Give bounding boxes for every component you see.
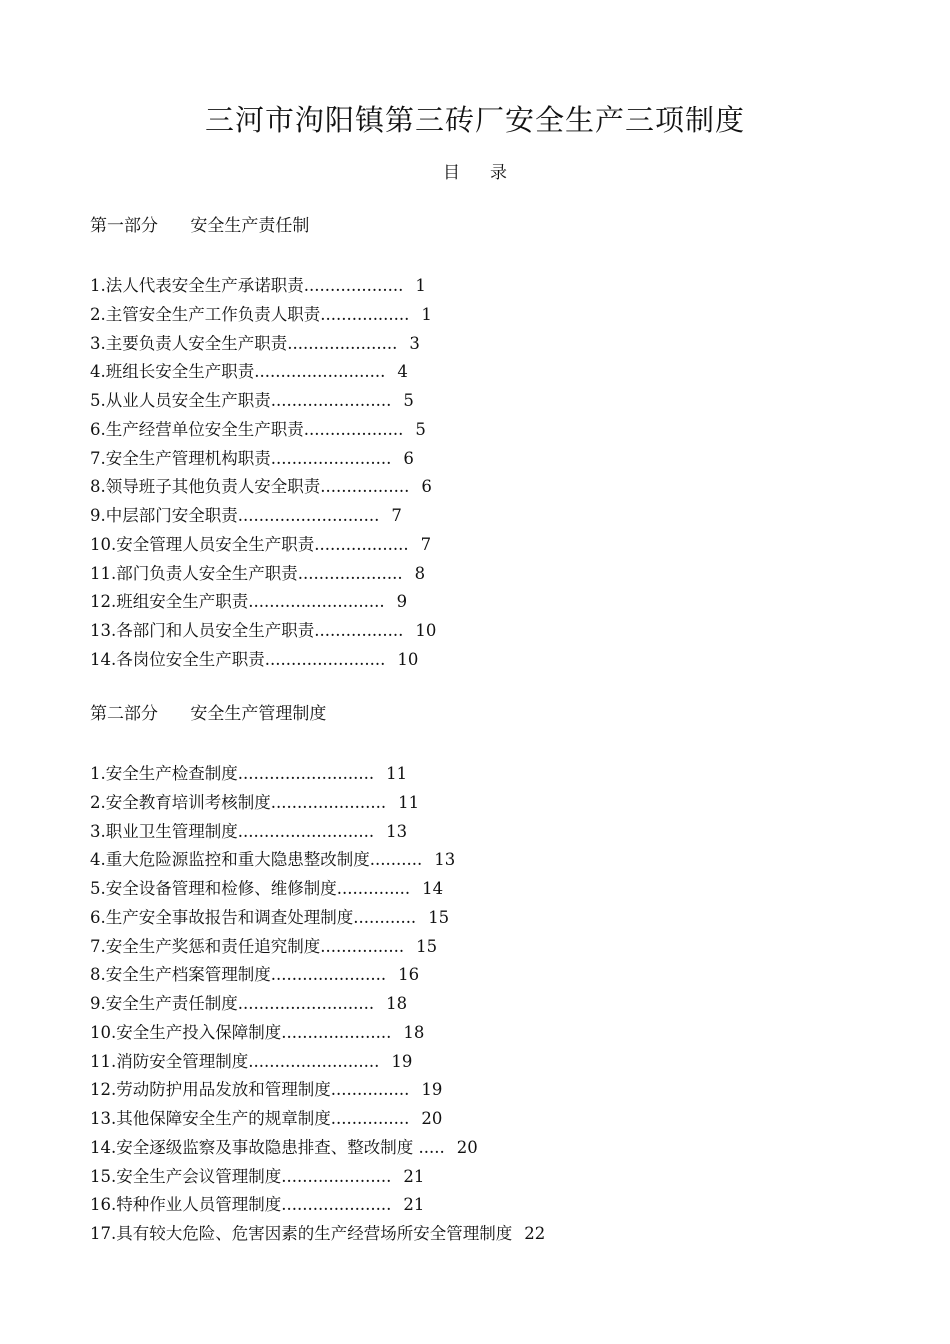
toc-entry[interactable] — [90, 560, 890, 589]
toc-entry-text: 8.领导班子其他负责人安全职责................. — [90, 477, 410, 497]
toc-entry-text: 4.重大危险源监控和重大隐患整改制度.......... — [90, 850, 423, 870]
toc-entry[interactable] — [90, 1105, 890, 1134]
toc-entry-text: 11.消防安全管理制度......................... — [90, 1051, 380, 1071]
toc-entry-page-number: 3 — [409, 333, 420, 353]
toc-entry-text: 3.主要负责人安全生产职责..................... — [90, 333, 398, 353]
toc-entry-text: 13.各部门和人员安全生产职责................. — [90, 621, 404, 640]
toc-entry-text: 17.具有较大危险、危害因素的生产经营场所安全管理制度 — [90, 1224, 513, 1243]
toc-entry-page-number: 11 — [398, 792, 420, 812]
toc-entry-page-number: 15 — [416, 936, 438, 956]
toc-entry-text: 7.安全生产奖惩和责任追究制度................ — [90, 936, 405, 956]
toc-entry[interactable] — [90, 760, 890, 789]
toc-entry[interactable] — [90, 445, 890, 474]
toc-entry[interactable] — [90, 358, 890, 387]
toc-section-1 — [90, 214, 890, 675]
toc-entry-page-number: 19 — [391, 1051, 413, 1071]
toc-entry-text: 10.安全生产投入保障制度..................... — [90, 1022, 392, 1042]
toc-entry-page-number: 6 — [403, 448, 414, 468]
toc-entry[interactable] — [90, 1019, 890, 1048]
toc-entry-page-number: 7 — [420, 534, 432, 554]
toc-entry[interactable] — [90, 1163, 890, 1192]
toc-entry-text: 6.生产安全事故报告和调查处理制度............ — [90, 907, 417, 927]
toc-entry-text: 1.法人代表安全生产承诺职责................... — [90, 276, 404, 295]
toc-entry[interactable] — [90, 1134, 890, 1163]
toc-entry-page-number: 14 — [422, 879, 444, 898]
toc-entry[interactable] — [90, 531, 890, 560]
section-title: 第一部分 安全生产责任制 — [90, 216, 310, 236]
toc-entry[interactable] — [90, 846, 890, 875]
toc-entry-text: 6.生产经营单位安全生产职责................... — [90, 419, 404, 439]
toc-section-2 — [90, 702, 890, 1249]
toc-entry-page-number: 13 — [386, 821, 408, 841]
toc-entry-text: 12.班组安全生产职责.......................... — [90, 592, 385, 612]
toc-entry[interactable] — [90, 301, 890, 330]
toc-entry-text: 5.从业人员安全生产职责....................... — [90, 391, 392, 410]
toc-entry-text: 15.安全生产会议管理制度..................... — [90, 1166, 392, 1186]
toc-entry-text: 4.班组长安全生产职责......................... — [90, 362, 386, 382]
toc-entry[interactable] — [90, 904, 890, 933]
document-title: 三河市泃阳镇第三砖厂安全生产三项制度 — [204, 103, 745, 137]
toc-entry-page-number: 18 — [386, 994, 408, 1013]
toc-entry[interactable] — [90, 588, 890, 617]
toc-entry-page-number: 16 — [398, 965, 420, 985]
toc-entry[interactable] — [90, 789, 890, 818]
toc-entry[interactable] — [90, 933, 890, 962]
toc-entry[interactable] — [90, 818, 890, 847]
toc-entry-page-number: 21 — [403, 1195, 425, 1215]
toc-entry-text: 1.安全生产检查制度.......................... — [90, 764, 375, 783]
toc-entry-page-number: 7 — [391, 506, 402, 525]
toc-entry-text: 11.部门负责人安全生产职责.................... — [90, 563, 403, 583]
toc-entry-text: 16.特种作业人员管理制度..................... — [90, 1195, 392, 1215]
toc-entry-text: 3.职业卫生管理制度.......................... — [90, 821, 375, 841]
toc-entry-page-number: 13 — [434, 850, 456, 870]
toc-entry-text: 2.主管安全生产工作负责人职责................. — [90, 304, 410, 324]
toc-entry-text: 10.安全管理人员安全生产职责.................. — [90, 534, 409, 554]
toc-entry-text: 5.安全设备管理和检修、维修制度.............. — [90, 879, 411, 898]
toc-entry[interactable] — [90, 961, 890, 990]
toc-entry[interactable] — [90, 1048, 890, 1077]
toc-entry[interactable] — [90, 473, 890, 502]
toc-entry[interactable] — [90, 330, 890, 359]
toc-list-section-2 — [90, 760, 890, 1249]
toc-entry-page-number: 1 — [415, 276, 426, 295]
toc-entry-text: 9.安全生产责任制度.......................... — [90, 994, 375, 1013]
toc-entry[interactable] — [90, 1076, 890, 1105]
toc-list-section-1 — [90, 272, 890, 675]
toc-entry-page-number: 20 — [421, 1109, 443, 1128]
toc-entry[interactable] — [90, 875, 890, 904]
toc-entry-page-number: 15 — [428, 907, 450, 927]
toc-entry-page-number: 20 — [456, 1137, 478, 1157]
toc-entry-page-number: 19 — [421, 1080, 443, 1100]
toc-entry[interactable] — [90, 272, 890, 301]
toc-entry-page-number: 11 — [386, 764, 408, 783]
toc-entry-text: 13.其他保障安全生产的规章制度............... — [90, 1109, 410, 1128]
toc-entry-text: 12.劳动防护用品发放和管理制度............... — [90, 1080, 410, 1100]
toc-entry-text: 14.安全逐级监察及事故隐患排查、整改制度 ..... — [90, 1137, 445, 1157]
toc-entry[interactable] — [90, 416, 890, 445]
toc-entry-page-number: 9 — [396, 592, 408, 612]
toc-entry-text: 8.安全生产档案管理制度...................... — [90, 965, 387, 985]
toc-entry-page-number: 22 — [524, 1224, 546, 1243]
toc-entry-text: 7.安全生产管理机构职责....................... — [90, 448, 392, 468]
toc-heading: 目录 — [443, 163, 537, 183]
toc-entry[interactable] — [90, 1220, 890, 1249]
toc-entry-text: 14.各岗位安全生产职责....................... — [90, 649, 386, 669]
toc-entry[interactable] — [90, 990, 890, 1019]
toc-entry[interactable] — [90, 502, 890, 531]
toc-entry-page-number: 18 — [403, 1022, 425, 1042]
toc-entry-text: 2.安全教育培训考核制度...................... — [90, 792, 387, 812]
toc-entry[interactable] — [90, 646, 890, 675]
toc-entry-page-number: 21 — [403, 1166, 425, 1186]
toc-entry[interactable] — [90, 617, 890, 646]
toc-entry-page-number: 5 — [415, 419, 426, 439]
toc-entry-page-number: 10 — [397, 649, 419, 669]
toc-entry-page-number: 10 — [415, 621, 437, 640]
toc-entry-text: 9.中层部门安全职责........................... — [90, 506, 380, 525]
toc-entry-page-number: 6 — [421, 477, 432, 497]
toc-entry[interactable] — [90, 387, 890, 416]
toc-entry[interactable] — [90, 1191, 890, 1220]
toc-entry-page-number: 1 — [421, 304, 432, 324]
toc-entry-page-number: 4 — [397, 362, 408, 382]
section-title: 第二部分 安全生产管理制度 — [90, 704, 327, 724]
toc-entry-page-number: 8 — [414, 563, 426, 583]
toc-entry-page-number: 5 — [403, 391, 414, 410]
